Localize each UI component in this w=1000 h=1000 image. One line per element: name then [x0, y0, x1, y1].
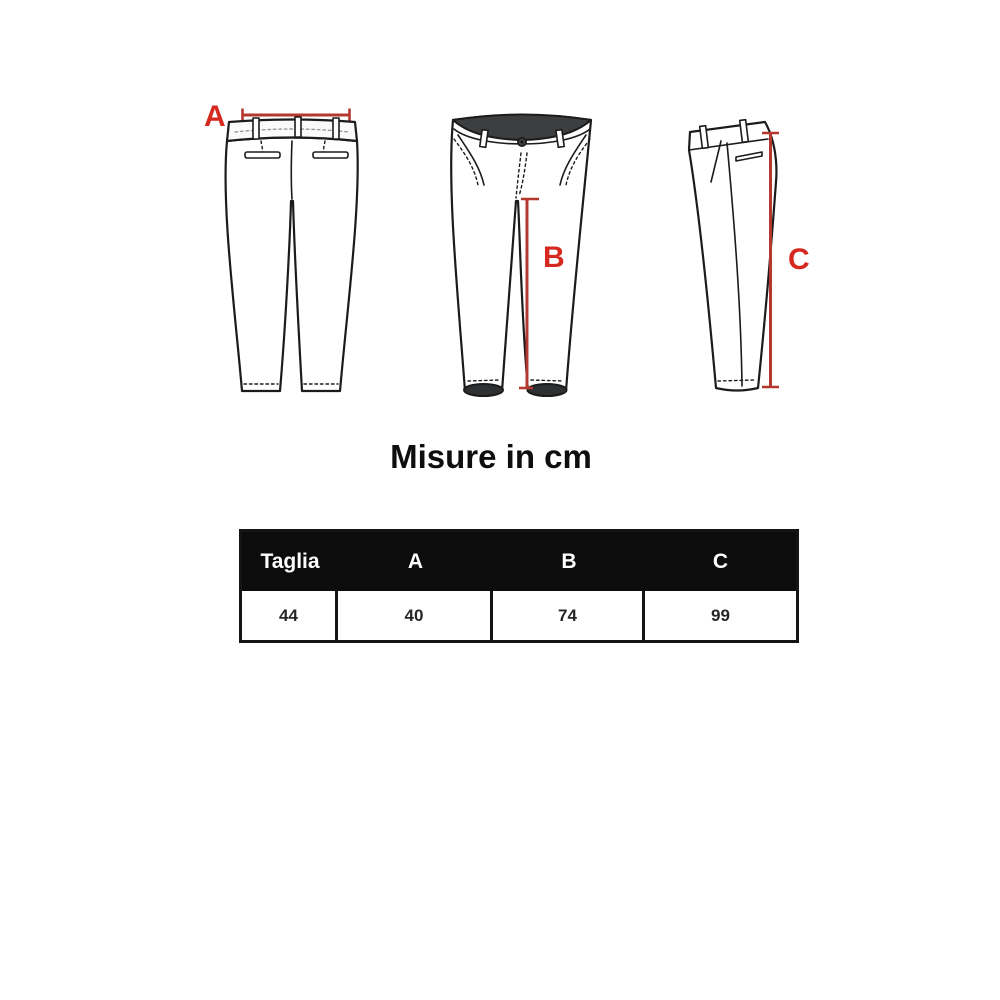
- belt-loop: [480, 130, 488, 148]
- value-b: 74: [493, 591, 645, 640]
- pants-front-outline: [451, 115, 591, 397]
- pants-side-outline: [689, 120, 776, 391]
- back-pocket-right: [313, 152, 348, 158]
- center-back-seam: [291, 141, 292, 199]
- measure-label-c: C: [788, 243, 810, 276]
- header-taglia: Taglia: [260, 549, 320, 573]
- header-b: B: [561, 549, 577, 573]
- pants-back-view-drawing: [205, 95, 375, 410]
- belt-loop: [556, 130, 564, 148]
- belt-loop: [295, 117, 301, 137]
- belt-loop: [333, 118, 339, 139]
- pants-back-outline: [226, 117, 358, 391]
- hem-opening-left: [464, 384, 503, 396]
- back-pocket-left: [245, 152, 280, 158]
- header-a: A: [407, 549, 424, 573]
- measure-label-b: B: [543, 241, 565, 274]
- value-a: 40: [338, 591, 493, 640]
- value-taglia: 44: [242, 591, 338, 640]
- header-c: C: [712, 549, 729, 573]
- size-table: [239, 529, 799, 643]
- pants-front-view-drawing: [440, 105, 605, 403]
- value-c: 99: [711, 605, 730, 625]
- hem-opening-right: [528, 384, 567, 396]
- belt-loop: [253, 118, 259, 139]
- size-table-header-row: [242, 532, 796, 591]
- measure-label-a: A: [204, 100, 226, 133]
- size-table-data-row: [242, 591, 796, 640]
- page-title: Misure in cm: [390, 438, 592, 475]
